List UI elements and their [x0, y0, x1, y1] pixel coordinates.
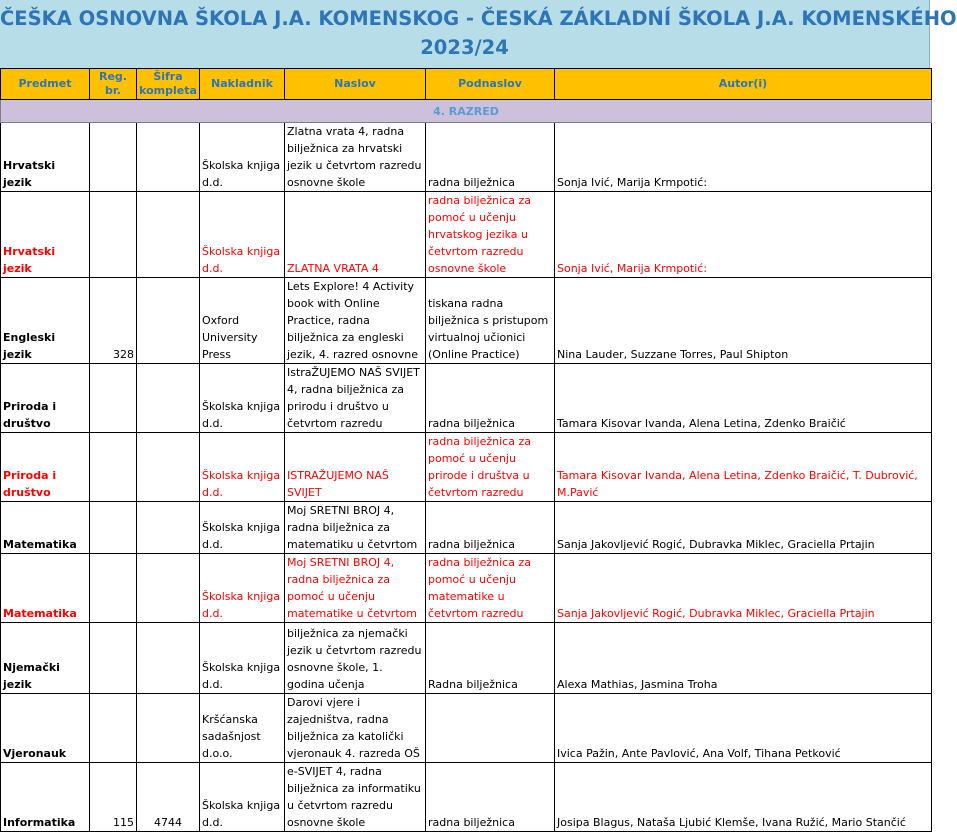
cell-podnaslov[interactable]: radna bilježnica	[426, 502, 555, 554]
cell-nakladnik[interactable]: Kršćanska sadašnjost d.o.o.	[200, 694, 285, 763]
table-row	[1, 502, 932, 554]
cell-predmet[interactable]: Njemački jezik	[1, 623, 90, 694]
cell-podnaslov[interactable]: radna bilježnica za pomoć u učenju hrvatskog jezika u četvrtom razredu osnovne škole	[426, 192, 555, 278]
cell-podnaslov[interactable]: radna bilježnica za pomoć u učenju prirode i društva u četvrtom razredu	[426, 433, 555, 502]
cell-predmet[interactable]: Matematika	[1, 502, 90, 554]
cell-reg-br[interactable]	[90, 694, 137, 763]
header-predmet[interactable]: Predmet	[1, 69, 90, 100]
cell-reg-br[interactable]	[90, 433, 137, 502]
cell-predmet[interactable]: Hrvatski jezik	[1, 192, 90, 278]
cell-predmet[interactable]: Priroda i društvo	[1, 433, 90, 502]
cell-podnaslov[interactable]: tiskana radna bilježnica s pristupom virtualnoj učionici (Online Practice)	[426, 278, 555, 364]
cell-autori[interactable]: Sanja Jakovljević Rogić, Dubravka Miklec, Graciella Prtajin	[555, 502, 932, 554]
cell-naslov[interactable]: Lets Explore! 4 Activity book with Online Practice, radna bilježnica za engleski jezik, 4. razred osnovne	[285, 278, 426, 364]
grade-row	[1, 100, 932, 123]
title-line-1: ČEŠKA OSNOVNA ŠKOLA J.A. KOMENSKOG - ČESKÁ ZÁKLADNÍ ŠKOLA J.A. KOMENSKÉHO	[0, 7, 957, 30]
cell-podnaslov[interactable]	[426, 694, 555, 763]
cell-autori[interactable]: Sanja Jakovljević Rogić, Dubravka Miklec, Graciella Prtajin	[555, 554, 932, 623]
table-row	[1, 623, 932, 694]
cell-sifra-kompleta[interactable]	[137, 433, 200, 502]
cell-predmet[interactable]: Vjeronauk	[1, 694, 90, 763]
cell-nakladnik[interactable]: Školska knjiga d.d.	[200, 433, 285, 502]
cell-autori[interactable]: Nina Lauder, Suzzane Torres, Paul Shipton	[555, 278, 932, 364]
table-row	[1, 694, 932, 763]
cell-reg-br[interactable]	[90, 123, 137, 192]
cell-reg-br[interactable]: 115	[90, 763, 137, 832]
cell-naslov[interactable]: Darovi vjere i zajedništva, radna bilježnica za katolički vjeronauk 4. razreda OŠ	[285, 694, 426, 763]
cell-nakladnik[interactable]: Školska knjiga d.d.	[200, 123, 285, 192]
cell-nakladnik[interactable]: Školska knjiga d.d.	[200, 502, 285, 554]
cell-naslov[interactable]: Zlatna vrata 4, radna bilježnica za hrvatski jezik u četvrtom razredu osnovne škole	[285, 123, 426, 192]
table-row	[1, 554, 932, 623]
header-reg-br[interactable]: Reg. br.	[90, 69, 137, 100]
cell-podnaslov[interactable]: Radna bilježnica	[426, 623, 555, 694]
header-nakladnik[interactable]: Nakladnik	[200, 69, 285, 100]
cell-nakladnik[interactable]: Školska knjiga d.d.	[200, 192, 285, 278]
cell-naslov[interactable]: bilježnica za njemački jezik u četvrtom razredu osnovne škole, 1. godina učenja	[285, 623, 426, 694]
header-row	[1, 69, 932, 100]
cell-autori[interactable]: Tamara Kisovar Ivanda, Alena Letina, Zdenko Braičić, T. Dubrović, M.Pavić	[555, 433, 932, 502]
cell-sifra-kompleta[interactable]	[137, 192, 200, 278]
cell-sifra-kompleta[interactable]	[137, 554, 200, 623]
cell-podnaslov[interactable]: radna bilježnica	[426, 364, 555, 433]
page-title	[0, 0, 957, 68]
cell-predmet[interactable]: Matematika	[1, 554, 90, 623]
cell-naslov[interactable]: e-SVIJET 4, radna bilježnica za informatiku u četvrtom razredu osnovne škole	[285, 763, 426, 832]
cell-nakladnik[interactable]: Školska knjiga d.d.	[200, 554, 285, 623]
cell-autori[interactable]: Alexa Mathias, Jasmina Troha	[555, 623, 932, 694]
cell-predmet[interactable]: Engleski jezik	[1, 278, 90, 364]
cell-sifra-kompleta[interactable]	[137, 694, 200, 763]
table-row	[1, 123, 932, 192]
cell-naslov[interactable]: Moj SRETNI BROJ 4, radna bilježnica za matematiku u četvrtom	[285, 502, 426, 554]
cell-reg-br[interactable]: 328	[90, 278, 137, 364]
cell-reg-br[interactable]	[90, 192, 137, 278]
cell-nakladnik[interactable]: Školska knjiga d.d.	[200, 763, 285, 832]
cell-sifra-kompleta[interactable]	[137, 278, 200, 364]
cell-reg-br[interactable]	[90, 554, 137, 623]
cell-predmet[interactable]: Informatika	[1, 763, 90, 832]
cell-nakladnik[interactable]: Školska knjiga d.d.	[200, 623, 285, 694]
cell-sifra-kompleta[interactable]	[137, 364, 200, 433]
table-row	[1, 433, 932, 502]
cell-podnaslov[interactable]: radna bilježnica	[426, 123, 555, 192]
cell-autori[interactable]: Ivica Pažin, Ante Pavlović, Ana Volf, Tihana Petković	[555, 694, 932, 763]
header-naslov[interactable]: Naslov	[285, 69, 426, 100]
cell-predmet[interactable]: Hrvatski jezik	[1, 123, 90, 192]
cell-reg-br[interactable]	[90, 623, 137, 694]
cell-reg-br[interactable]	[90, 502, 137, 554]
header-sifra-kompleta[interactable]: Šifra kompleta	[137, 69, 200, 100]
table-row	[1, 763, 932, 832]
grade-label[interactable]: 4. RAZRED	[1, 100, 932, 123]
cell-naslov[interactable]: IstraŽUJEMO NAŠ SVIJET 4, radna bilježnica za prirodu i društvo u četvrtom razredu	[285, 364, 426, 433]
cell-sifra-kompleta[interactable]	[137, 623, 200, 694]
cell-podnaslov[interactable]: radna bilježnica za pomoć u učenju matematike u četvrtom razredu	[426, 554, 555, 623]
table-row	[1, 192, 932, 278]
cell-autori[interactable]: Josipa Blagus, Nataša Ljubić Klemše, Ivana Ružić, Mario Stančić	[555, 763, 932, 832]
cell-nakladnik[interactable]: Oxford University Press	[200, 278, 285, 364]
cell-podnaslov[interactable]: radna bilježnica	[426, 763, 555, 832]
title-line-2: 2023/24	[420, 36, 509, 59]
cell-nakladnik[interactable]: Školska knjiga d.d.	[200, 364, 285, 433]
cell-reg-br[interactable]	[90, 364, 137, 433]
cell-sifra-kompleta[interactable]	[137, 502, 200, 554]
table-row	[1, 278, 932, 364]
cell-naslov[interactable]: ISTRAŽUJEMO NAŠ SVIJET	[285, 433, 426, 502]
cell-naslov[interactable]: ZLATNA VRATA 4	[285, 192, 426, 278]
cell-naslov[interactable]: Moj SRETNI BROJ 4, radna bilježnica za pomoć u učenju matematike u četvrtom	[285, 554, 426, 623]
cell-autori[interactable]: Sonja Ivić, Marija Krmpotić:	[555, 192, 932, 278]
textbook-table	[0, 68, 932, 832]
cell-autori[interactable]: Tamara Kisovar Ivanda, Alena Letina, Zdenko Braičić	[555, 364, 932, 433]
cell-sifra-kompleta[interactable]: 4744	[137, 763, 200, 832]
header-podnaslov[interactable]: Podnaslov	[426, 69, 555, 100]
cell-sifra-kompleta[interactable]	[137, 123, 200, 192]
cell-autori[interactable]: Sonja Ivić, Marija Krmpotić:	[555, 123, 932, 192]
table-row	[1, 364, 932, 433]
cell-predmet[interactable]: Priroda i društvo	[1, 364, 90, 433]
header-autori[interactable]: Autor(i)	[555, 69, 932, 100]
